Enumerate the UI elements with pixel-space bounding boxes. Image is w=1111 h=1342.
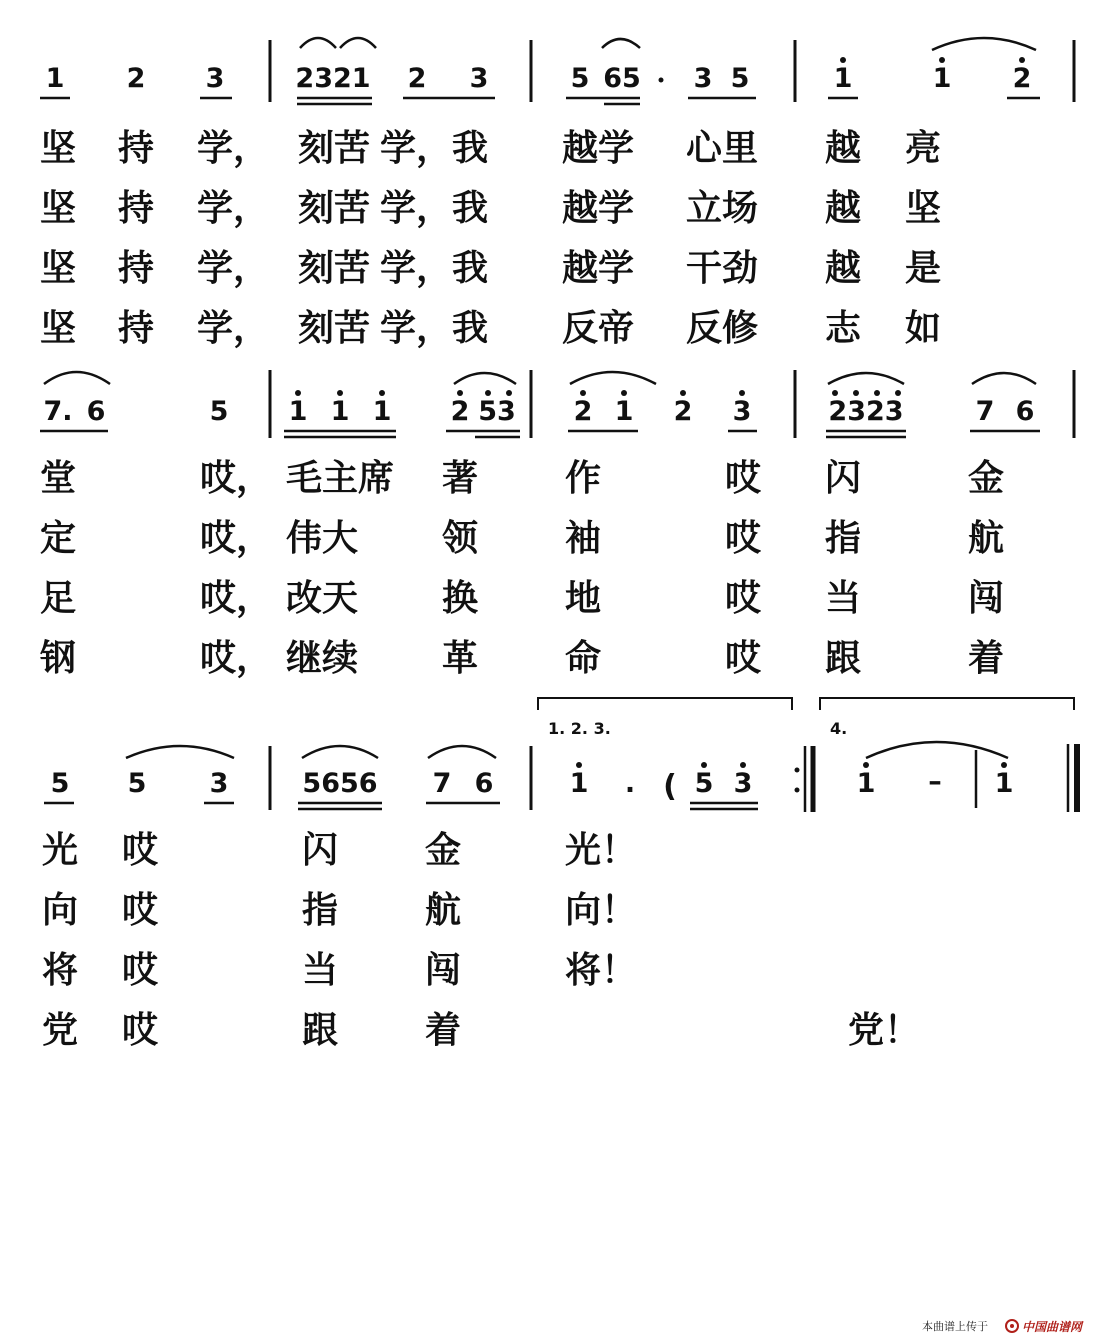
lyrics-block: [42, 830, 920, 1051]
lyric: 学，我: [380, 128, 489, 169]
watermark: [922, 1319, 1084, 1334]
octave-dot: [740, 762, 746, 768]
lyric: 越: [825, 128, 862, 169]
note: 1: [833, 63, 853, 94]
slur: [340, 38, 376, 48]
lyric: 哎: [122, 950, 159, 991]
lyric: 将: [42, 950, 79, 991]
note: 5: [694, 768, 714, 799]
lyric: 哎，: [200, 638, 273, 679]
note: 3: [469, 63, 489, 94]
note: 1: [994, 768, 1014, 799]
dot: .: [624, 768, 636, 799]
note: 1: [330, 396, 350, 427]
lyric: 刻苦: [298, 248, 371, 289]
octave-dot: [840, 57, 846, 63]
lyrics-block: [40, 458, 1004, 679]
lyric: 闪: [825, 458, 862, 499]
lyric: 学，: [197, 308, 270, 349]
note: 6: [1015, 396, 1035, 427]
note: 5: [127, 768, 147, 799]
note: 1: [932, 63, 952, 94]
slur: [972, 373, 1036, 384]
lyric: 毛主席: [286, 458, 395, 499]
lyric: 学，: [197, 128, 270, 169]
octave-dot: [853, 390, 859, 396]
volta-label-2: 4.: [830, 719, 848, 738]
octave-dot: [576, 762, 582, 768]
lyric: 志: [825, 308, 862, 349]
lyric: 持: [118, 188, 155, 229]
note: 3: [732, 396, 752, 427]
dot: [659, 78, 664, 83]
slur: [302, 746, 378, 758]
lyric: 哎: [122, 1010, 159, 1051]
octave-dot: [739, 390, 745, 396]
slur: [866, 742, 1008, 758]
lyric: 航: [968, 518, 1005, 559]
note: 1: [288, 396, 308, 427]
watermark-uploaded-text: 本曲谱上传于: [922, 1320, 988, 1333]
octave-dot: [1019, 57, 1025, 63]
lyric: 继续: [286, 638, 359, 679]
lyric: 坚: [40, 128, 77, 169]
slur: [300, 38, 336, 48]
octave-dot: [701, 762, 707, 768]
score-row-2: [40, 370, 1074, 679]
lyric: 光: [42, 830, 79, 871]
lyric: 坚: [40, 188, 77, 229]
volta-bracket-1: [538, 698, 792, 710]
octave-dot: [337, 390, 343, 396]
lyric: 持: [118, 248, 155, 289]
lyric: 航: [425, 890, 462, 931]
octave-dot: [295, 390, 301, 396]
lyric: 向: [42, 890, 79, 931]
lyric: 反修: [686, 308, 759, 349]
volta-label-1: 1. 2. 3.: [548, 719, 611, 738]
lyric: 地: [565, 578, 602, 619]
lyric: 哎: [122, 890, 159, 931]
slur: [602, 39, 640, 48]
lyric: 党！: [848, 1010, 921, 1051]
open-parenthesis: (: [663, 769, 677, 804]
score-row-1: [40, 38, 1074, 349]
lyric: 伟大: [286, 518, 359, 559]
lyric: 改天: [286, 578, 359, 619]
lyric: 哎: [725, 518, 762, 559]
lyric: 刻苦: [298, 188, 371, 229]
octave-dot: [506, 390, 512, 396]
slur: [126, 746, 234, 758]
dash: –: [928, 766, 942, 797]
lyric: 领: [442, 518, 479, 559]
note: 3: [733, 768, 753, 799]
lyric: 越: [825, 188, 862, 229]
lyric: 命: [565, 638, 602, 679]
note-group: 2321: [295, 63, 371, 94]
note-group: 53: [478, 396, 516, 427]
octave-dot: [863, 762, 869, 768]
note: 1: [45, 63, 65, 94]
lyric: 哎，: [200, 458, 273, 499]
lyric: 学，: [197, 188, 270, 229]
lyric: 足: [40, 578, 77, 619]
lyric: 如: [905, 308, 942, 349]
note-group: 2323: [828, 396, 904, 427]
site-logo-icon: [1006, 1320, 1018, 1332]
lyric: 向！: [565, 890, 638, 931]
octave-dot: [832, 390, 838, 396]
octave-dot: [379, 390, 385, 396]
lyric: 坚: [40, 308, 77, 349]
octave-dot: [680, 390, 686, 396]
lyric: 反帝: [562, 308, 635, 349]
lyric: 着: [425, 1010, 462, 1051]
lyric: 坚: [40, 248, 77, 289]
lyric: 袖: [565, 518, 602, 559]
slur: [428, 746, 496, 758]
lyric: 指: [302, 890, 339, 931]
octave-dot: [485, 390, 491, 396]
lyric: 哎，: [200, 578, 273, 619]
score-row-3: [42, 698, 1077, 1051]
slur: [570, 372, 656, 384]
lyric: 越学: [562, 128, 635, 169]
lyric: 学，我: [380, 248, 489, 289]
lyric: 越: [825, 248, 862, 289]
lyric: 哎: [725, 578, 762, 619]
slur: [932, 38, 1036, 50]
note: 7.: [43, 396, 73, 427]
slur: [44, 372, 110, 384]
lyric: 哎: [725, 638, 762, 679]
note: 2: [407, 63, 427, 94]
octave-dot: [457, 390, 463, 396]
lyrics-block: [40, 128, 941, 349]
note: 5: [209, 396, 229, 427]
lyric: 作: [565, 458, 602, 499]
volta-bracket-2: [820, 698, 1074, 710]
watermark-site-name: 中国曲谱网: [1022, 1320, 1083, 1334]
lyric: 跟: [302, 1010, 339, 1051]
slur: [828, 373, 904, 384]
lyric: 指: [825, 518, 862, 559]
lyric: 亮: [905, 128, 942, 169]
lyric: 学，: [197, 248, 270, 289]
lyric: 哎: [122, 830, 159, 871]
lyric: 是: [905, 248, 942, 289]
lyric: 定: [40, 518, 77, 559]
lyric: 着: [968, 638, 1005, 679]
note: 1: [372, 396, 392, 427]
note: 2: [573, 396, 593, 427]
lyric: 闯: [425, 950, 462, 991]
lyric: 干劲: [686, 248, 759, 289]
note-group: 65: [603, 63, 641, 94]
note: 1: [614, 396, 634, 427]
lyric: 当: [302, 950, 339, 991]
octave-dot: [874, 390, 880, 396]
note: 7: [975, 396, 995, 427]
lyric: 越学: [562, 188, 635, 229]
note: 3: [205, 63, 225, 94]
lyric: 堂: [40, 458, 77, 499]
lyric: 换: [442, 578, 479, 619]
lyric: 越学: [562, 248, 635, 289]
note: 6: [86, 396, 106, 427]
note: 2: [1012, 63, 1032, 94]
note: 3: [209, 768, 229, 799]
note: 5: [730, 63, 750, 94]
lyric: 金: [968, 458, 1005, 499]
lyric: 党: [42, 1010, 79, 1051]
octave-dot: [580, 390, 586, 396]
lyric: 闯: [968, 578, 1005, 619]
lyric: 钢: [40, 638, 77, 679]
lyric: 将！: [565, 950, 638, 991]
lyric: 持: [118, 128, 155, 169]
lyric: 金: [425, 830, 462, 871]
note: 1: [856, 768, 876, 799]
lyric: 立场: [686, 188, 759, 229]
lyric: 刻苦: [298, 308, 371, 349]
note-group: 5656: [302, 768, 378, 799]
note: 2: [126, 63, 146, 94]
lyric: 哎: [725, 458, 762, 499]
lyric: 革: [442, 638, 479, 679]
repeat-end-barline: [795, 746, 814, 812]
octave-dot: [939, 57, 945, 63]
lyric: 光！: [565, 830, 638, 871]
slur: [454, 373, 516, 384]
octave-dot: [1001, 762, 1007, 768]
note: 6: [474, 768, 494, 799]
lyric: 哎，: [200, 518, 273, 559]
lyric: 持: [118, 308, 155, 349]
lyric: 著: [442, 458, 479, 499]
octave-dot: [621, 390, 627, 396]
lyric: 跟: [825, 638, 862, 679]
final-barline: [1068, 744, 1077, 812]
lyric: 闪: [302, 830, 339, 871]
note: 2: [673, 396, 693, 427]
octave-dot: [895, 390, 901, 396]
lyric: 坚: [905, 188, 942, 229]
note: 7: [432, 768, 452, 799]
note: 1: [569, 768, 589, 799]
lyric: 心里: [686, 128, 759, 169]
lyric: 刻苦: [298, 128, 371, 169]
note: 5: [50, 768, 70, 799]
lyric: 当: [825, 578, 862, 619]
note: 2: [450, 396, 470, 427]
lyric: 学，我: [380, 188, 489, 229]
lyric: 学，我: [380, 308, 489, 349]
note: 5: [570, 63, 590, 94]
note: 3: [693, 63, 713, 94]
